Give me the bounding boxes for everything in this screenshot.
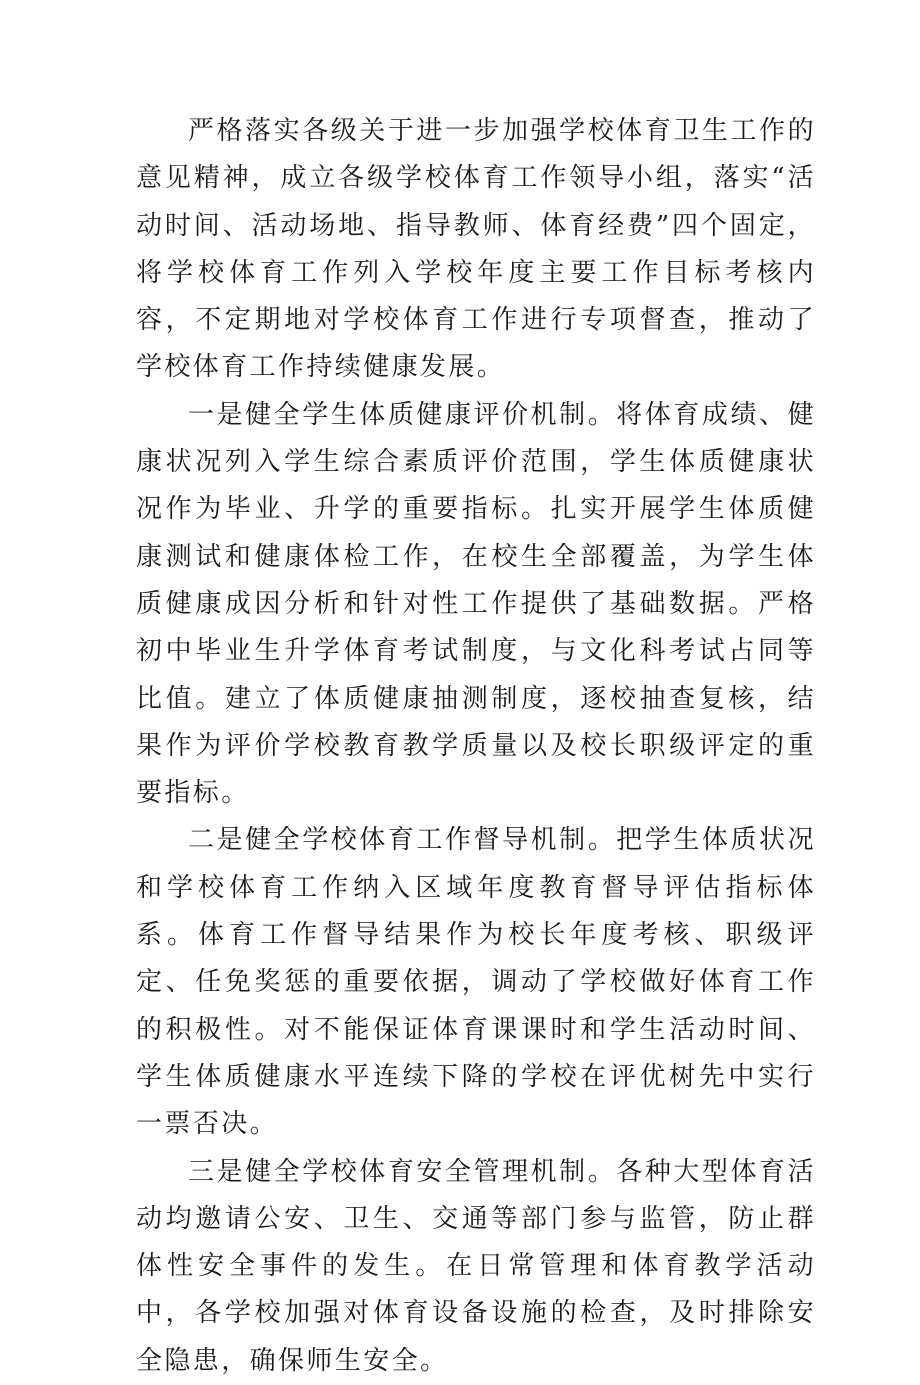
paragraph-intro: 严格落实各级关于进一步加强学校体育卫生工作的意见精神，成立各级学校体育工作领导小组，落实“活动时间、活动场地、指导教师、体育经费”四个固定，将学校体育工作列入学校年度主要工作目标考核内容，不定期地对学校体育工作进行专项督查，推动了学校体育工作持续健康发展。 [136, 116, 816, 383]
paragraph-safety-management: 三是健全学校体育安全管理机制。各种大型体育活动均邀请公安、卫生、交通等部门参与监管，防止群体性安全事件的发生。在日常管理和体育教学活动中，各学校加强对体育设备设施的检查，及时排除安全隐患，确保师生安全。 [136, 1156, 816, 1376]
paragraph-supervision: 二是健全学校体育工作督导机制。把学生体质状况和学校体育工作纳入区域年度教育督导评估指标体系。体育工作督导结果作为校长年度考核、职级评定、任免奖惩的重要依据，调动了学校做好体育工作的积极性。对不能保证体育课课时和学生活动时间、学生体质健康水平连续下降的学校在评优树先中实行一票否决。 [136, 825, 816, 1140]
paragraph-health-evaluation: 一是健全学生体质健康评价机制。将体育成绩、健康状况列入学生综合素质评价范围，学生体质健康状况作为毕业、升学的重要指标。扎实开展学生体质健康测试和健康体检工作，在校生全部覆盖，为学生体质健康成因分析和针对性工作提供了基础数据。严格初中毕业生升学体育考试制度，与文化科考试占同等比值。建立了体质健康抽测制度，逐校抽查复核，结果作为评价学校教育教学质量以及校长职级评定的重要指标。 [136, 399, 816, 809]
document-body [136, 108, 816, 1385]
